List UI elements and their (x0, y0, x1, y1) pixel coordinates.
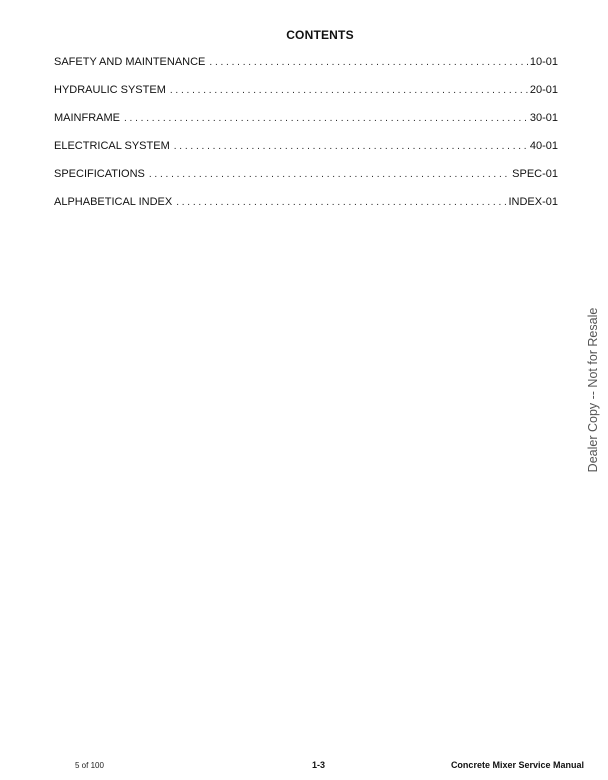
toc-entry-mainframe[interactable] (54, 112, 558, 140)
toc-leader-dots (176, 197, 506, 208)
toc-leader-dots (170, 85, 528, 96)
footer-page-number: 1-3 (312, 760, 326, 770)
toc-entry-page: 40-01 (529, 140, 558, 152)
toc-entry-page: 30-01 (529, 112, 558, 124)
toc-entry-label: MAINFRAME (54, 112, 120, 124)
page-title: CONTENTS (286, 28, 354, 42)
toc-entry-label: SPECIFICATIONS (54, 168, 145, 180)
toc-entry-page: 10-01 (529, 56, 558, 68)
toc-entry-label: HYDRAULIC SYSTEM (54, 84, 166, 96)
toc-entry-label: ALPHABETICAL INDEX (54, 196, 173, 208)
toc-entry-page: 20-01 (529, 84, 558, 96)
toc-entry-electrical[interactable] (54, 140, 558, 168)
toc-entry-safety[interactable] (54, 56, 558, 84)
toc-leader-dots (209, 57, 527, 68)
footer-manual-title: Concrete Mixer Service Manual (450, 760, 584, 770)
toc-entry-page: SPEC-01 (512, 168, 558, 180)
toc-leader-dots (174, 141, 528, 152)
table-of-contents (54, 56, 558, 224)
toc-leader-dots (149, 169, 510, 180)
toc-entry-hydraulic[interactable] (54, 84, 558, 112)
toc-entry-index[interactable] (54, 196, 558, 224)
toc-entry-label: SAFETY AND MAINTENANCE (54, 56, 206, 68)
footer-page-count: 5 of 100 (75, 761, 104, 770)
watermark: Dealer Copy -- Not for Resale (586, 307, 600, 473)
toc-entry-page: INDEX-01 (508, 196, 558, 208)
toc-entry-label: ELECTRICAL SYSTEM (54, 140, 170, 152)
toc-leader-dots (124, 113, 528, 124)
toc-entry-specifications[interactable] (54, 168, 558, 196)
